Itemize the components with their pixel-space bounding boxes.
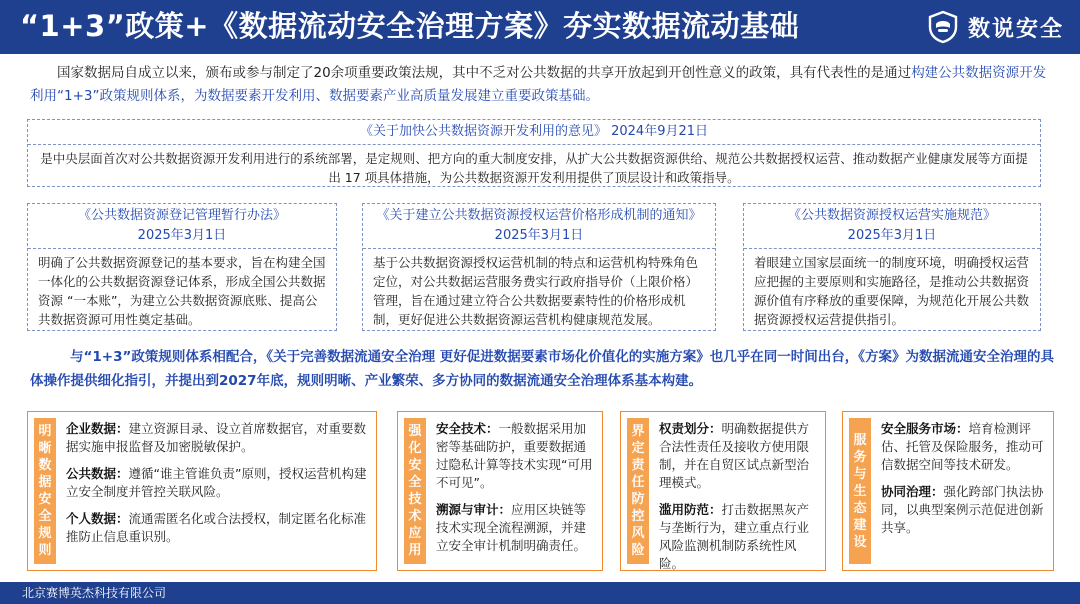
header-bar <box>0 0 1080 54</box>
panel-tab <box>627 418 649 564</box>
panel-tab <box>404 418 426 564</box>
tab-char: 务 <box>853 449 867 465</box>
panel-responsibility-risk <box>620 411 826 571</box>
logo-text: 数说安全 <box>967 16 1064 42</box>
tab-char: 化 <box>408 441 422 456</box>
tab-char: 责 <box>631 458 645 473</box>
panel-content <box>56 412 376 570</box>
tab-char: 明 <box>38 424 52 439</box>
item-text: 打击数据黑灰产与垄断行为，建立重点行业风险监测机制防系统性风险。 <box>659 502 810 571</box>
plan-paragraph: 与“1+3”政策规则体系相配合，《关于完善数据流通安全治理 更好促进数据要素市场化价值化的实施方案》也几乎在同一时间出台，《方案》为数据流通安全治理的具体操作提供细化指引，并提出到2027年底，规则明晰、产业繁荣、多方协同的数据流通安全治理体系基本构建。 <box>30 349 1055 389</box>
panel-item <box>66 510 368 546</box>
tab-char: 强 <box>408 424 422 439</box>
panel-item <box>436 501 594 555</box>
policy-box-date: 2025年3月1日 <box>494 228 584 243</box>
policy-box-body: 明确了公共数据资源登记的基本要求，旨在构建全国一体化的公共数据资源登记体系，形成全国公共数据资源 “一本账”，为建立公共数据资源底账、提高公共数据资源可用性奠定基础。 <box>38 255 326 327</box>
panel-service-ecosystem <box>842 411 1054 571</box>
policy-box-date: 2025年3月1日 <box>847 228 937 243</box>
tab-char: 设 <box>853 534 867 550</box>
tab-char: 用 <box>408 543 422 558</box>
panel-item <box>659 501 817 573</box>
intro-text: 国家数据局自成立以来，颁布或参与制定了20余项重要政策法规，其中不乏对公共数据的共享开放起到开创性意义的政策，具有代表性的是通过 <box>57 65 912 81</box>
tab-char: 全 <box>38 509 52 524</box>
tab-char: 据 <box>38 475 52 490</box>
policy-box-header <box>744 204 1040 249</box>
panel-item <box>436 420 594 492</box>
intro-paragraph <box>30 62 1055 108</box>
policy-box-header <box>363 204 715 249</box>
policy-box-body: 着眼建立国家层面统一的制度环境，明确授权运营应把握的主要原则和实施路径，是推动公共数据资源价值有序释放的重要保障，为规范化开展公共数据资源授权运营提供指引。 <box>754 255 1030 327</box>
tab-char: 与 <box>853 466 867 482</box>
tab-char: 任 <box>631 475 645 490</box>
policy-box-registration <box>27 203 337 331</box>
tab-char: 防 <box>631 492 645 507</box>
item-label: 个人数据： <box>66 511 129 526</box>
brand-logo <box>926 8 1064 46</box>
policy-box-header <box>28 204 336 249</box>
policy-box-operation-spec <box>743 203 1041 331</box>
tab-char: 安 <box>38 492 52 507</box>
item-text: 明确数据提供方合法性责任及接收方使用限制，并在自贸区试点新型治理模式。 <box>659 421 810 490</box>
item-label: 权责划分： <box>659 421 722 436</box>
tab-char: 定 <box>631 441 645 456</box>
policy-box-title: 《公共数据资源授权运营实施规范》 <box>787 208 996 223</box>
footer-bar <box>0 582 1080 604</box>
tab-char: 应 <box>408 526 422 541</box>
panel-item <box>881 420 1045 474</box>
policy-box-title: 《公共数据资源登记管理暂行办法》 <box>77 208 286 223</box>
footer-company: 北京赛博英杰科技有限公司 <box>22 586 167 600</box>
item-text: 建立资源目录、设立首席数据官，对重要数据实施申报监督及加密脱敏保护。 <box>66 421 367 454</box>
item-label: 溯源与审计： <box>436 502 512 517</box>
item-label: 安全技术： <box>436 421 499 436</box>
intro-highlight: 构建公共数据资源开发利用“1+3”政策规则体系，为数据要素开发利用、数据要素产业高质量发展建立重要政策基础。 <box>30 65 1047 104</box>
item-text: 一般数据采用加密等基础防护，重要数据通过隐私计算等技术实现“可用不可见”。 <box>436 421 593 490</box>
tab-char: 风 <box>631 526 645 541</box>
tab-char: 全 <box>408 475 422 490</box>
panel-item <box>881 483 1045 537</box>
item-text: 培育检测评估、托管及保险服务，推动可信数据空间等技术研发。 <box>881 421 1044 472</box>
policy-box-title: 《关于加快公共数据资源开发利用的意见》 2024年9月21日 <box>28 120 1040 145</box>
panel-tab <box>849 418 871 564</box>
tab-char: 术 <box>408 509 422 524</box>
tab-char: 控 <box>631 509 645 524</box>
policy-box-body: 是中央层面首次对公共数据资源开发利用进行的系统部署，是定规则、把方向的重大制度安排，从扩大公共数据资源供给、规范公共数据授权运营、推动数据产业健康发展等方面提出 17 项具体措施，为公共数据资源开发利用提供了顶层设计和政策指导。 <box>40 151 1028 185</box>
item-text: 遵循“谁主管谁负责”原则，授权运营机构建立安全制度并管控关联风险。 <box>66 466 367 499</box>
panel-content <box>649 412 825 570</box>
panel-security-tech <box>397 411 603 571</box>
page-title: “1+3”政策+《数据流动安全治理方案》夯实数据流动基础 <box>20 9 800 43</box>
tab-char: 晰 <box>38 441 52 456</box>
item-label: 安全服务市场： <box>881 421 969 436</box>
panel-content <box>871 412 1053 570</box>
tab-char: 技 <box>408 492 422 507</box>
tab-char: 险 <box>631 543 645 558</box>
item-label: 公共数据： <box>66 466 129 481</box>
tab-char: 生 <box>853 483 867 499</box>
item-text: 应用区块链等技术实现全流程溯源，并建立安全审计机制明确责任。 <box>436 502 587 553</box>
tab-char: 数 <box>38 458 52 473</box>
tab-char: 安 <box>408 458 422 473</box>
item-text: 强化跨部门执法协同，以典型案例示范促进创新共享。 <box>881 484 1044 535</box>
panel-content <box>426 412 602 570</box>
panel-item <box>66 420 368 456</box>
item-text: 流通需匿名化或合法授权，制定匿名化标准推防止信息重识别。 <box>66 511 367 544</box>
shield-head-icon <box>926 10 960 44</box>
tab-char: 服 <box>853 432 867 448</box>
tab-char: 界 <box>631 424 645 439</box>
tab-char: 规 <box>38 526 52 541</box>
item-label: 协同治理： <box>881 484 944 499</box>
panel-tab <box>34 418 56 564</box>
policy-box-opinions <box>27 119 1041 187</box>
tab-char: 态 <box>853 500 867 516</box>
policy-box-title: 《关于建立公共数据资源授权运营价格形成机制的通知》 <box>376 208 702 223</box>
tab-char: 则 <box>38 543 52 558</box>
panel-item <box>66 465 368 501</box>
policy-box-pricing <box>362 203 716 331</box>
item-label: 企业数据： <box>66 421 129 436</box>
panel-item <box>659 420 817 492</box>
policy-box-date: 2025年3月1日 <box>137 228 227 243</box>
tab-char: 建 <box>853 517 867 533</box>
policy-box-body: 基于公共数据资源授权运营机制的特点和运营机构特殊角色定位，对公共数据运营服务费实行政府指导价（上限价格）管理，旨在通过建立符合公共数据要素特性的价格形成机制，更好促进公共数据资源运营机构健康规范发展。 <box>373 255 699 327</box>
item-label: 滥用防范： <box>659 502 722 517</box>
panel-data-security-rules <box>27 411 377 571</box>
